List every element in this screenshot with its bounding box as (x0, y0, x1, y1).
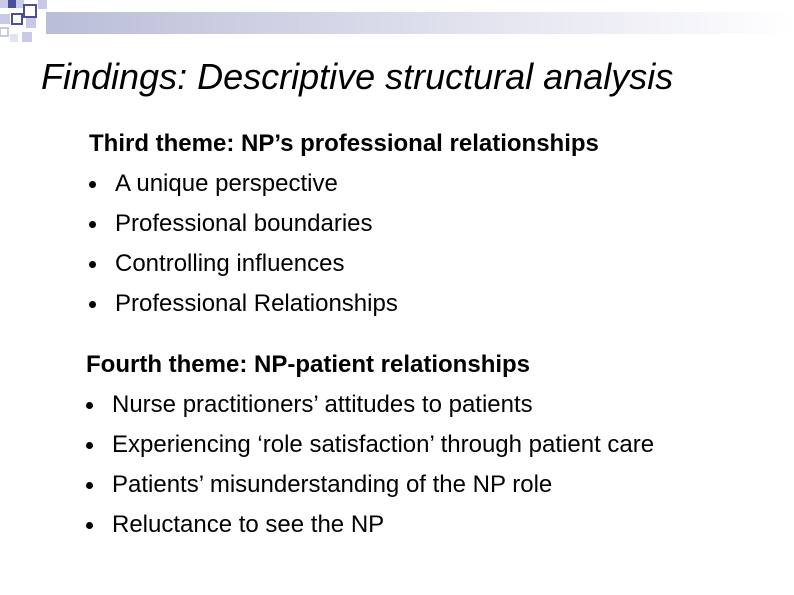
deco-square (22, 32, 32, 42)
bullet-dot-icon (89, 181, 115, 188)
list-item-text: Experiencing ‘role satisfaction’ through patient care (112, 431, 655, 458)
deco-square (38, 0, 47, 9)
deco-square (24, 5, 36, 17)
list-item (89, 204, 599, 244)
bullet-dot-icon (86, 402, 112, 409)
theme-section-third (89, 124, 599, 324)
list-item (89, 164, 599, 204)
theme-section-fourth (86, 345, 654, 545)
list-item-text: Controlling influences (115, 250, 345, 277)
list-item-text: Patients’ misunderstanding of the NP role (112, 471, 553, 498)
deco-square (12, 14, 22, 24)
deco-square (10, 34, 18, 42)
list-item (86, 385, 654, 425)
bullet-dot-icon (86, 482, 112, 489)
list-item (89, 244, 599, 284)
deco-square (8, 0, 16, 8)
bullet-dot-icon (86, 522, 112, 529)
header-gradient-bar (46, 12, 794, 34)
list-item (89, 284, 599, 324)
deco-square (16, 0, 24, 8)
list-item-text: Professional Relationships (115, 290, 398, 317)
section-heading: Third theme: NP’s professional relationships (89, 130, 599, 157)
deco-square (26, 18, 36, 28)
bullet-dot-icon (89, 301, 115, 308)
list-item (86, 505, 654, 545)
list-item-text: Nurse practitioners’ attitudes to patients (112, 391, 533, 418)
bullet-dot-icon (89, 261, 115, 268)
slide-title: Findings: Descriptive structural analysis (41, 56, 674, 97)
list-item-text: Reluctance to see the NP (112, 511, 385, 538)
list-item-text: A unique perspective (115, 170, 338, 197)
section-heading: Fourth theme: NP-patient relationships (86, 351, 531, 378)
bullet-dot-icon (86, 442, 112, 449)
deco-square (0, 0, 8, 8)
list-item-text: Professional boundaries (115, 210, 373, 237)
list-item (86, 425, 654, 465)
bullet-dot-icon (89, 221, 115, 228)
header-decoration (0, 0, 794, 50)
list-item (86, 465, 654, 505)
deco-square (0, 14, 10, 24)
deco-square (0, 28, 8, 36)
